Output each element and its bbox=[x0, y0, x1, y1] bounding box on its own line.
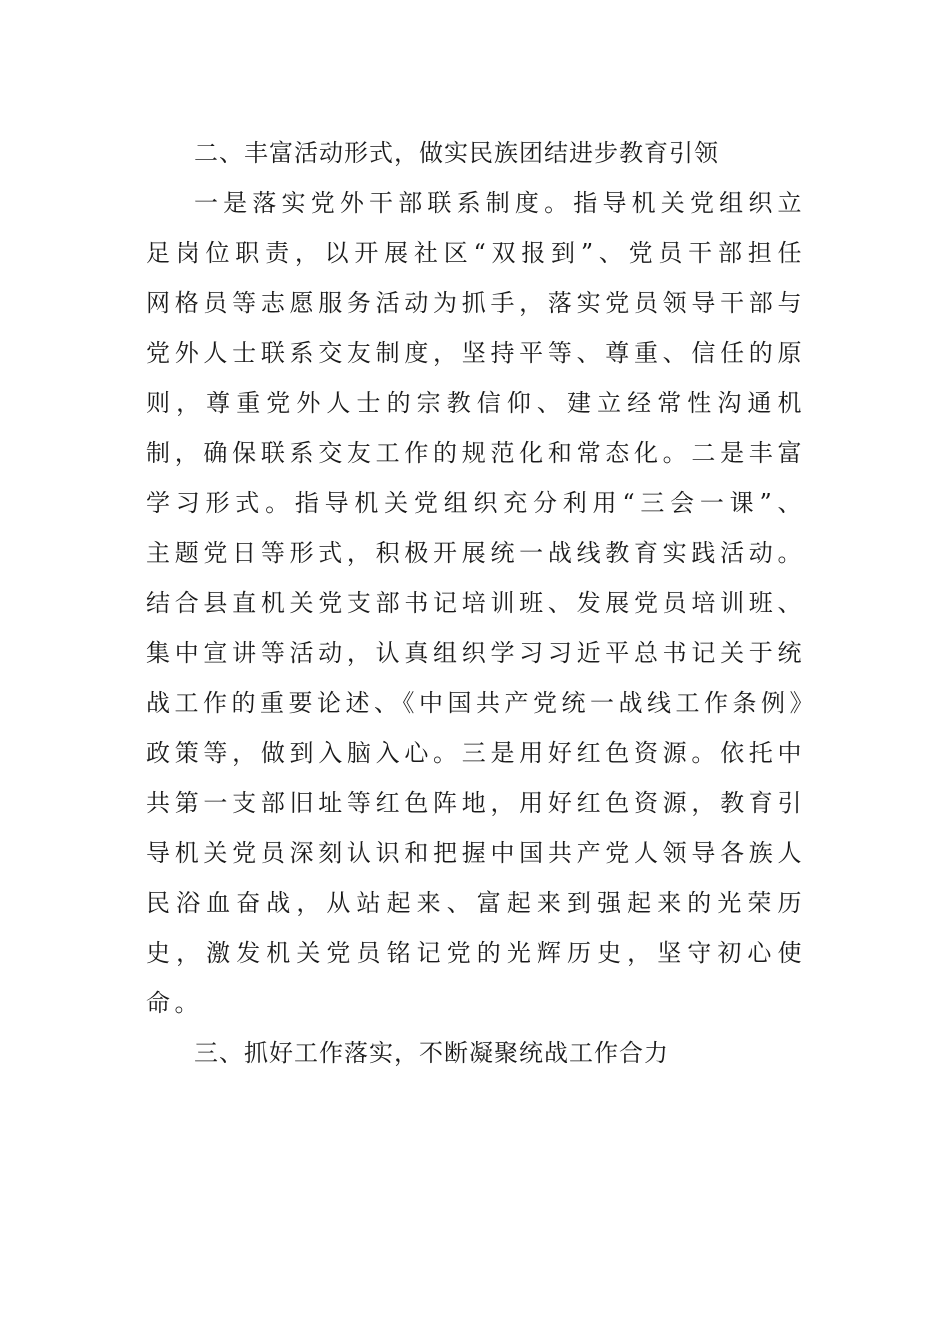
section-heading-2: 二、丰富活动形式，做实民族团结进步教育引领 bbox=[194, 139, 719, 167]
section-heading-3: 三、抓好工作落实，不断凝聚统战工作合力 bbox=[194, 1039, 669, 1067]
document-body bbox=[146, 128, 806, 1078]
section-paragraph: 一是落实党外干部联系制度。指导机关党组织立足岗位职责，以开展社区“双报到”、党员干部担任网格员等志愿服务活动为抓手，落实党员领导干部与党外人士联系交友制度，坚持平等、尊重、信任的原则，尊重党外人士的宗教信仰、建立经常性沟通机制，确保联系交友工作的规范化和常态化。二是丰富学习形式。指导机关党组织充分利用“三会一课”、主题党日等形式，积极开展统一战线教育实践活动。结合县直机关党支部书记培训班、发展党员培训班、集中宣讲等活动，认真组织学习习近平总书记关于统战工作的重要论述、《中国共产党统一战线工作条例》政策等，做到入脑入心。三是用好红色资源。依托中共第一支部旧址等红色阵地，用好红色资源，教育引导机关党员深刻认识和把握中国共产党人领导各族人民浴血奋战，从站起来、富起来到强起来的光荣历史，激发机关党员铭记党的光辉历史，坚守初心使命。 bbox=[146, 189, 806, 1017]
